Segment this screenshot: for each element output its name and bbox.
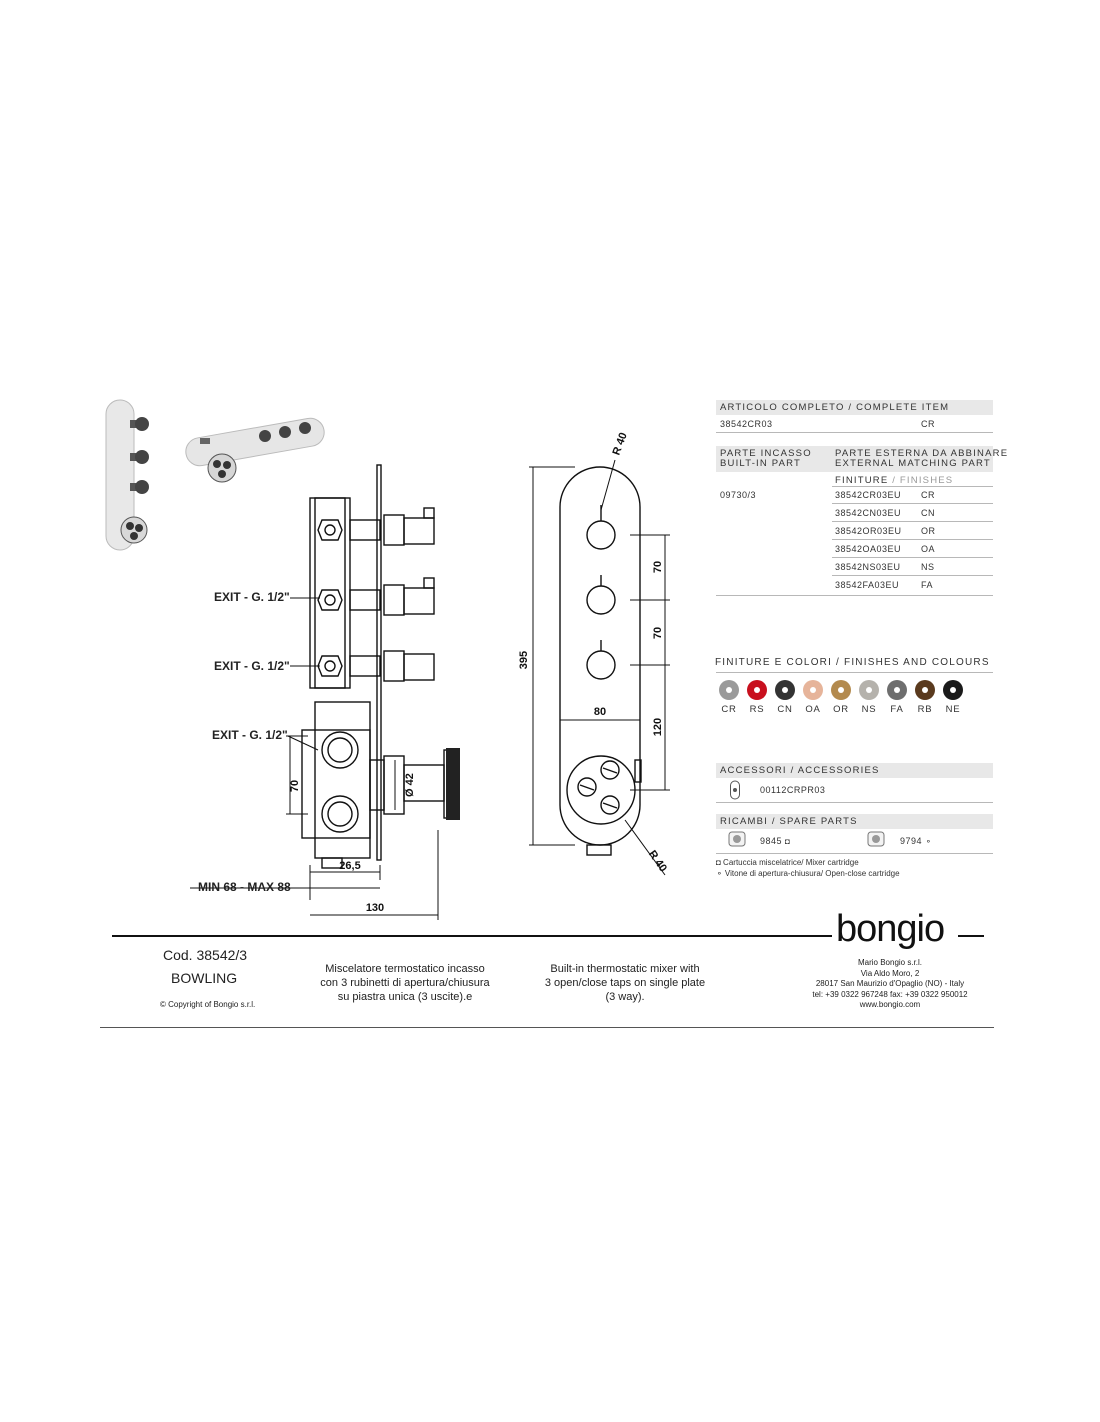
finishes-label: FINITURE / FINISHES [835, 475, 954, 486]
divider [716, 802, 993, 803]
exit-label-3: EXIT - G. 1/2" [212, 728, 288, 742]
colour-swatch-ns [859, 680, 879, 700]
builtin-title-1: PARTE INCASSO [720, 448, 812, 459]
thermostat-knob [446, 748, 460, 820]
divider [832, 539, 993, 540]
divider [832, 557, 993, 558]
divider [832, 521, 993, 522]
external-code-row: 38542NS03EU [835, 562, 901, 572]
external-finish-row: OA [921, 544, 936, 554]
accessories-title: ACCESSORI / ACCESSORIES [720, 765, 880, 776]
colour-code: OR [833, 704, 849, 715]
spare-legend-1: ◘ Cartuccia miscelatrice/ Mixer cartridge [716, 858, 859, 867]
colour-code: CR [721, 704, 737, 715]
external-finish-row: FA [921, 580, 934, 590]
dim-130: 130 [365, 902, 385, 914]
spare-item-2: 9794 ⚬ [900, 836, 933, 846]
divider [716, 853, 993, 854]
colour-code: RB [917, 704, 933, 715]
description-english: Built-in thermostatic mixer with 3 open/close taps on single plate (3 way). [544, 963, 706, 1003]
colour-swatch-rs [747, 680, 767, 700]
dim-395: 395 [518, 650, 530, 670]
colour-swatch-oa [803, 680, 823, 700]
colour-code: NE [945, 704, 961, 715]
builtin-title-2: BUILT-IN PART [720, 458, 802, 469]
divider [716, 432, 993, 433]
product-name: BOWLING [171, 970, 238, 986]
divider [832, 503, 993, 504]
description-italian: Miscelatore termostatico incasso con 3 rubinetti di apertura/chiusura su piastra unica (3 uscite).e [320, 963, 490, 1003]
accessory-cover-icon [729, 780, 741, 800]
external-title-2: EXTERNAL MATCHING PART [835, 458, 991, 469]
spares-title: RICAMBI / SPARE PARTS [720, 816, 858, 827]
dim-r40-bottom: R 40 [645, 848, 670, 875]
dim-70-side: 70 [289, 779, 301, 793]
footer-rule [112, 935, 832, 937]
divider [716, 672, 993, 673]
external-code-row: 38542CN03EU [835, 508, 902, 518]
dim-diameter: Ø 42 [404, 773, 416, 797]
colour-swatch-or [831, 680, 851, 700]
dim-min-max: MIN 68 - MAX 88 [198, 880, 291, 894]
product-code: Cod. 38542/3 [163, 947, 248, 963]
external-code-row: 38542OR03EU [835, 526, 902, 536]
external-finish-row: CR [921, 490, 935, 500]
colours-title: FINITURE E COLORI / FINISHES AND COLOURS [715, 657, 990, 668]
divider [832, 486, 993, 487]
open-close-cartridge-icon [866, 829, 886, 849]
colour-swatch-cr [719, 680, 739, 700]
external-finish-row: CN [921, 508, 935, 518]
spare-item-1: 9845 ◘ [760, 836, 791, 846]
dim-70-a: 70 [652, 560, 664, 574]
complete-item-finish: CR [921, 419, 935, 429]
colour-code: OA [805, 704, 821, 715]
dim-70-b: 70 [652, 626, 664, 640]
dim-r40-top: R 40 [610, 430, 630, 457]
external-code-row: 38542CR03EU [835, 490, 902, 500]
divider [832, 575, 993, 576]
external-title-1: PARTE ESTERNA DA ABBINARE [835, 448, 1009, 459]
dim-120: 120 [652, 717, 664, 737]
bongio-logo: bongio [836, 908, 945, 950]
external-finish-row: NS [921, 562, 935, 572]
product-photo-vertical [106, 400, 149, 550]
colour-code: FA [890, 704, 904, 715]
builtin-code: 09730/3 [720, 490, 757, 500]
colour-swatch-cn [775, 680, 795, 700]
copyright: © Copyright of Bongio s.r.l. [160, 1000, 256, 1009]
side-view-drawing [190, 460, 500, 930]
colour-swatch-rb [915, 680, 935, 700]
colour-swatch-fa [887, 680, 907, 700]
colour-code: CN [777, 704, 793, 715]
colour-code: RS [749, 704, 765, 715]
divider [716, 595, 993, 596]
complete-item-code: 38542CR03 [720, 419, 773, 429]
company-address: Mario Bongio s.r.l. Via Aldo Moro, 2 28017 San Maurizio d'Opaglio (NO) - Italy tel: +39 0322 967248 fax: +39 0322 950012 www.bongio.com [812, 958, 968, 1009]
spare-legend-2: ⚬ Vitone di apertura-chiusura/ Open-close cartridge [716, 869, 900, 878]
external-code-row: 38542FA03EU [835, 580, 900, 590]
colour-swatch-ne [943, 680, 963, 700]
footer-rule-right [958, 935, 984, 937]
colour-code: NS [861, 704, 877, 715]
dim-80: 80 [593, 706, 607, 718]
mixer-cartridge-icon [727, 829, 747, 849]
front-view-drawing [515, 415, 690, 885]
external-code-row: 38542OA03EU [835, 544, 902, 554]
exit-label-2: EXIT - G. 1/2" [214, 659, 290, 673]
external-finish-row: OR [921, 526, 936, 536]
dim-26-5: 26,5 [339, 860, 361, 872]
exit-label-1: EXIT - G. 1/2" [214, 590, 290, 604]
page-bottom-rule [100, 1027, 994, 1028]
complete-item-title: ARTICOLO COMPLETO / COMPLETE ITEM [720, 402, 950, 413]
accessory-code: 00112CRPR03 [760, 785, 826, 795]
